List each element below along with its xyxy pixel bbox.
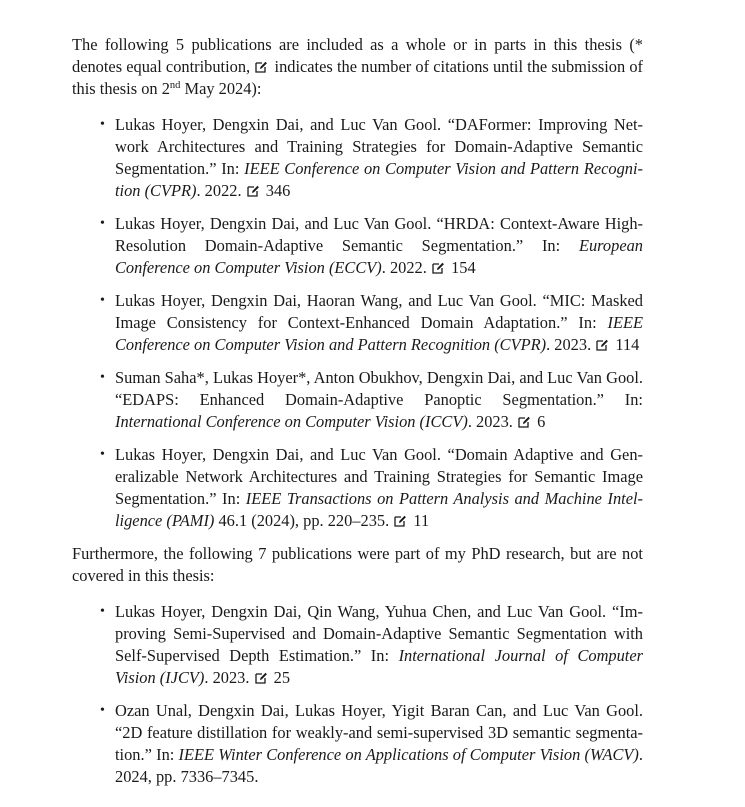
other-publications-intro: Furthermore, the following 7 publications were part of my PhD research, but are not covered in this thesis: — [72, 544, 643, 585]
citation-count: 6 — [537, 412, 546, 431]
edit-square-icon — [394, 514, 407, 527]
citation-count: 154 — [451, 258, 476, 277]
pub-authors-title: Lukas Hoyer, Dengxin Dai, and Luc Van Gool. “Domain Adaptive and Generalizable Network Architectures and Training Strategies for Semantic Image Segmentation.” In: — [115, 445, 643, 508]
pub-details: . 2024, pp. 7336–7345. — [115, 745, 643, 786]
edit-square-icon — [596, 338, 609, 351]
pub-venue: IEEE Transactions on Pattern Analysis and Machine Intelligence (PAMI) — [115, 489, 643, 530]
pub-venue: IEEE Winter Conference on Applications of Computer Vision (WACV) — [178, 745, 639, 764]
other-publications-list — [72, 601, 643, 788]
edit-square-icon — [255, 671, 268, 684]
intro-text-2: indicates the number of citations until the submission of this thesis on 2 — [72, 57, 643, 98]
pub-authors-title: Lukas Hoyer, Dengxin Dai, Qin Wang, Yuhua Chen, and Luc Van Gool. “Improving Semi-Supervised and Domain-Adaptive Semantic Segmentation with Self-Supervised Depth Estimation.” In: — [115, 602, 643, 665]
pub-venue: IEEE Conference on Computer Vision and Pattern Recognition (CVPR) — [115, 313, 643, 354]
citation-count: 346 — [265, 181, 291, 200]
publication-item — [72, 601, 643, 689]
pub-authors-title: Ozan Unal, Dengxin Dai, Lukas Hoyer, Yigit Baran Can, and Luc Van Gool. “2D feature distillation for weakly-and semi-supervised 3D semantic segmentation.” In: — [115, 701, 643, 764]
citation-count: 25 — [273, 668, 291, 687]
edit-square-icon — [432, 261, 445, 274]
pub-details: . 2023. — [546, 335, 592, 354]
pub-venue: European Conference on Computer Vision (ECCV) — [115, 236, 643, 277]
pub-authors-title: Lukas Hoyer, Dengxin Dai, and Luc Van Gool. “HRDA: Context-Aware High-Resolution Domain-Adaptive Semantic Segmentation.” In: — [115, 214, 643, 255]
bullet: • — [100, 604, 105, 619]
pub-venue: International Conference on Computer Vision (ICCV) — [115, 412, 468, 431]
pub-authors-title: Lukas Hoyer, Dengxin Dai, Haoran Wang, and Luc Van Gool. “MIC: Masked Image Consistency for Context-Enhanced Domain Adaptation.” In: — [115, 291, 643, 332]
bullet: • — [100, 370, 105, 385]
bullet: • — [100, 117, 105, 132]
publication-item — [72, 114, 643, 202]
pub-details: . 2022. — [196, 181, 242, 200]
citation-count: 114 — [615, 335, 640, 354]
pub-venue: International Journal of Computer Vision (IJCV) — [115, 646, 644, 687]
edit-square-icon — [518, 415, 531, 428]
pub-authors-title: Lukas Hoyer, Dengxin Dai, and Luc Van Gool. “DAFormer: Improving Network Architectures and Training Strategies for Domain-Adaptive Semantic Segmentation.” In: — [115, 115, 643, 178]
pub-details: . 2023. — [467, 412, 513, 431]
edit-square-icon — [247, 184, 260, 197]
intro-paragraph — [72, 34, 643, 100]
pub-authors-title: Suman Saha*, Lukas Hoyer*, Anton Obukhov, Dengxin Dai, and Luc Van Gool. “EDAPS: Enhanced Domain-Adaptive Panoptic Segmentation.” In: — [115, 368, 643, 409]
publication-item — [72, 213, 643, 279]
pub-details: . 2023. — [204, 668, 250, 687]
included-publications-list — [72, 114, 643, 532]
publication-item — [72, 290, 643, 356]
intro-text-3: May 2024): — [180, 79, 262, 98]
bullet: • — [100, 216, 105, 231]
bullet: • — [100, 293, 105, 308]
ordinal-superscript: nd — [169, 80, 181, 91]
pub-details: . 2022. — [381, 258, 427, 277]
publication-item — [72, 367, 643, 433]
edit-square-icon — [255, 60, 268, 73]
pub-venue: IEEE Conference on Computer Vision and Pattern Recognition (CVPR) — [115, 159, 643, 200]
intro-text-1: The following 5 publications are included as a whole or in parts in this thesis (* denotes equal contribution, — [72, 35, 643, 76]
publication-item — [72, 444, 643, 532]
citation-count: 11 — [413, 511, 430, 530]
pub-details: 46.1 (2024), pp. 220–235. — [214, 511, 390, 530]
bullet: • — [100, 447, 105, 462]
publication-item — [72, 700, 643, 788]
publications-page — [72, 34, 643, 799]
bullet: • — [100, 703, 105, 718]
